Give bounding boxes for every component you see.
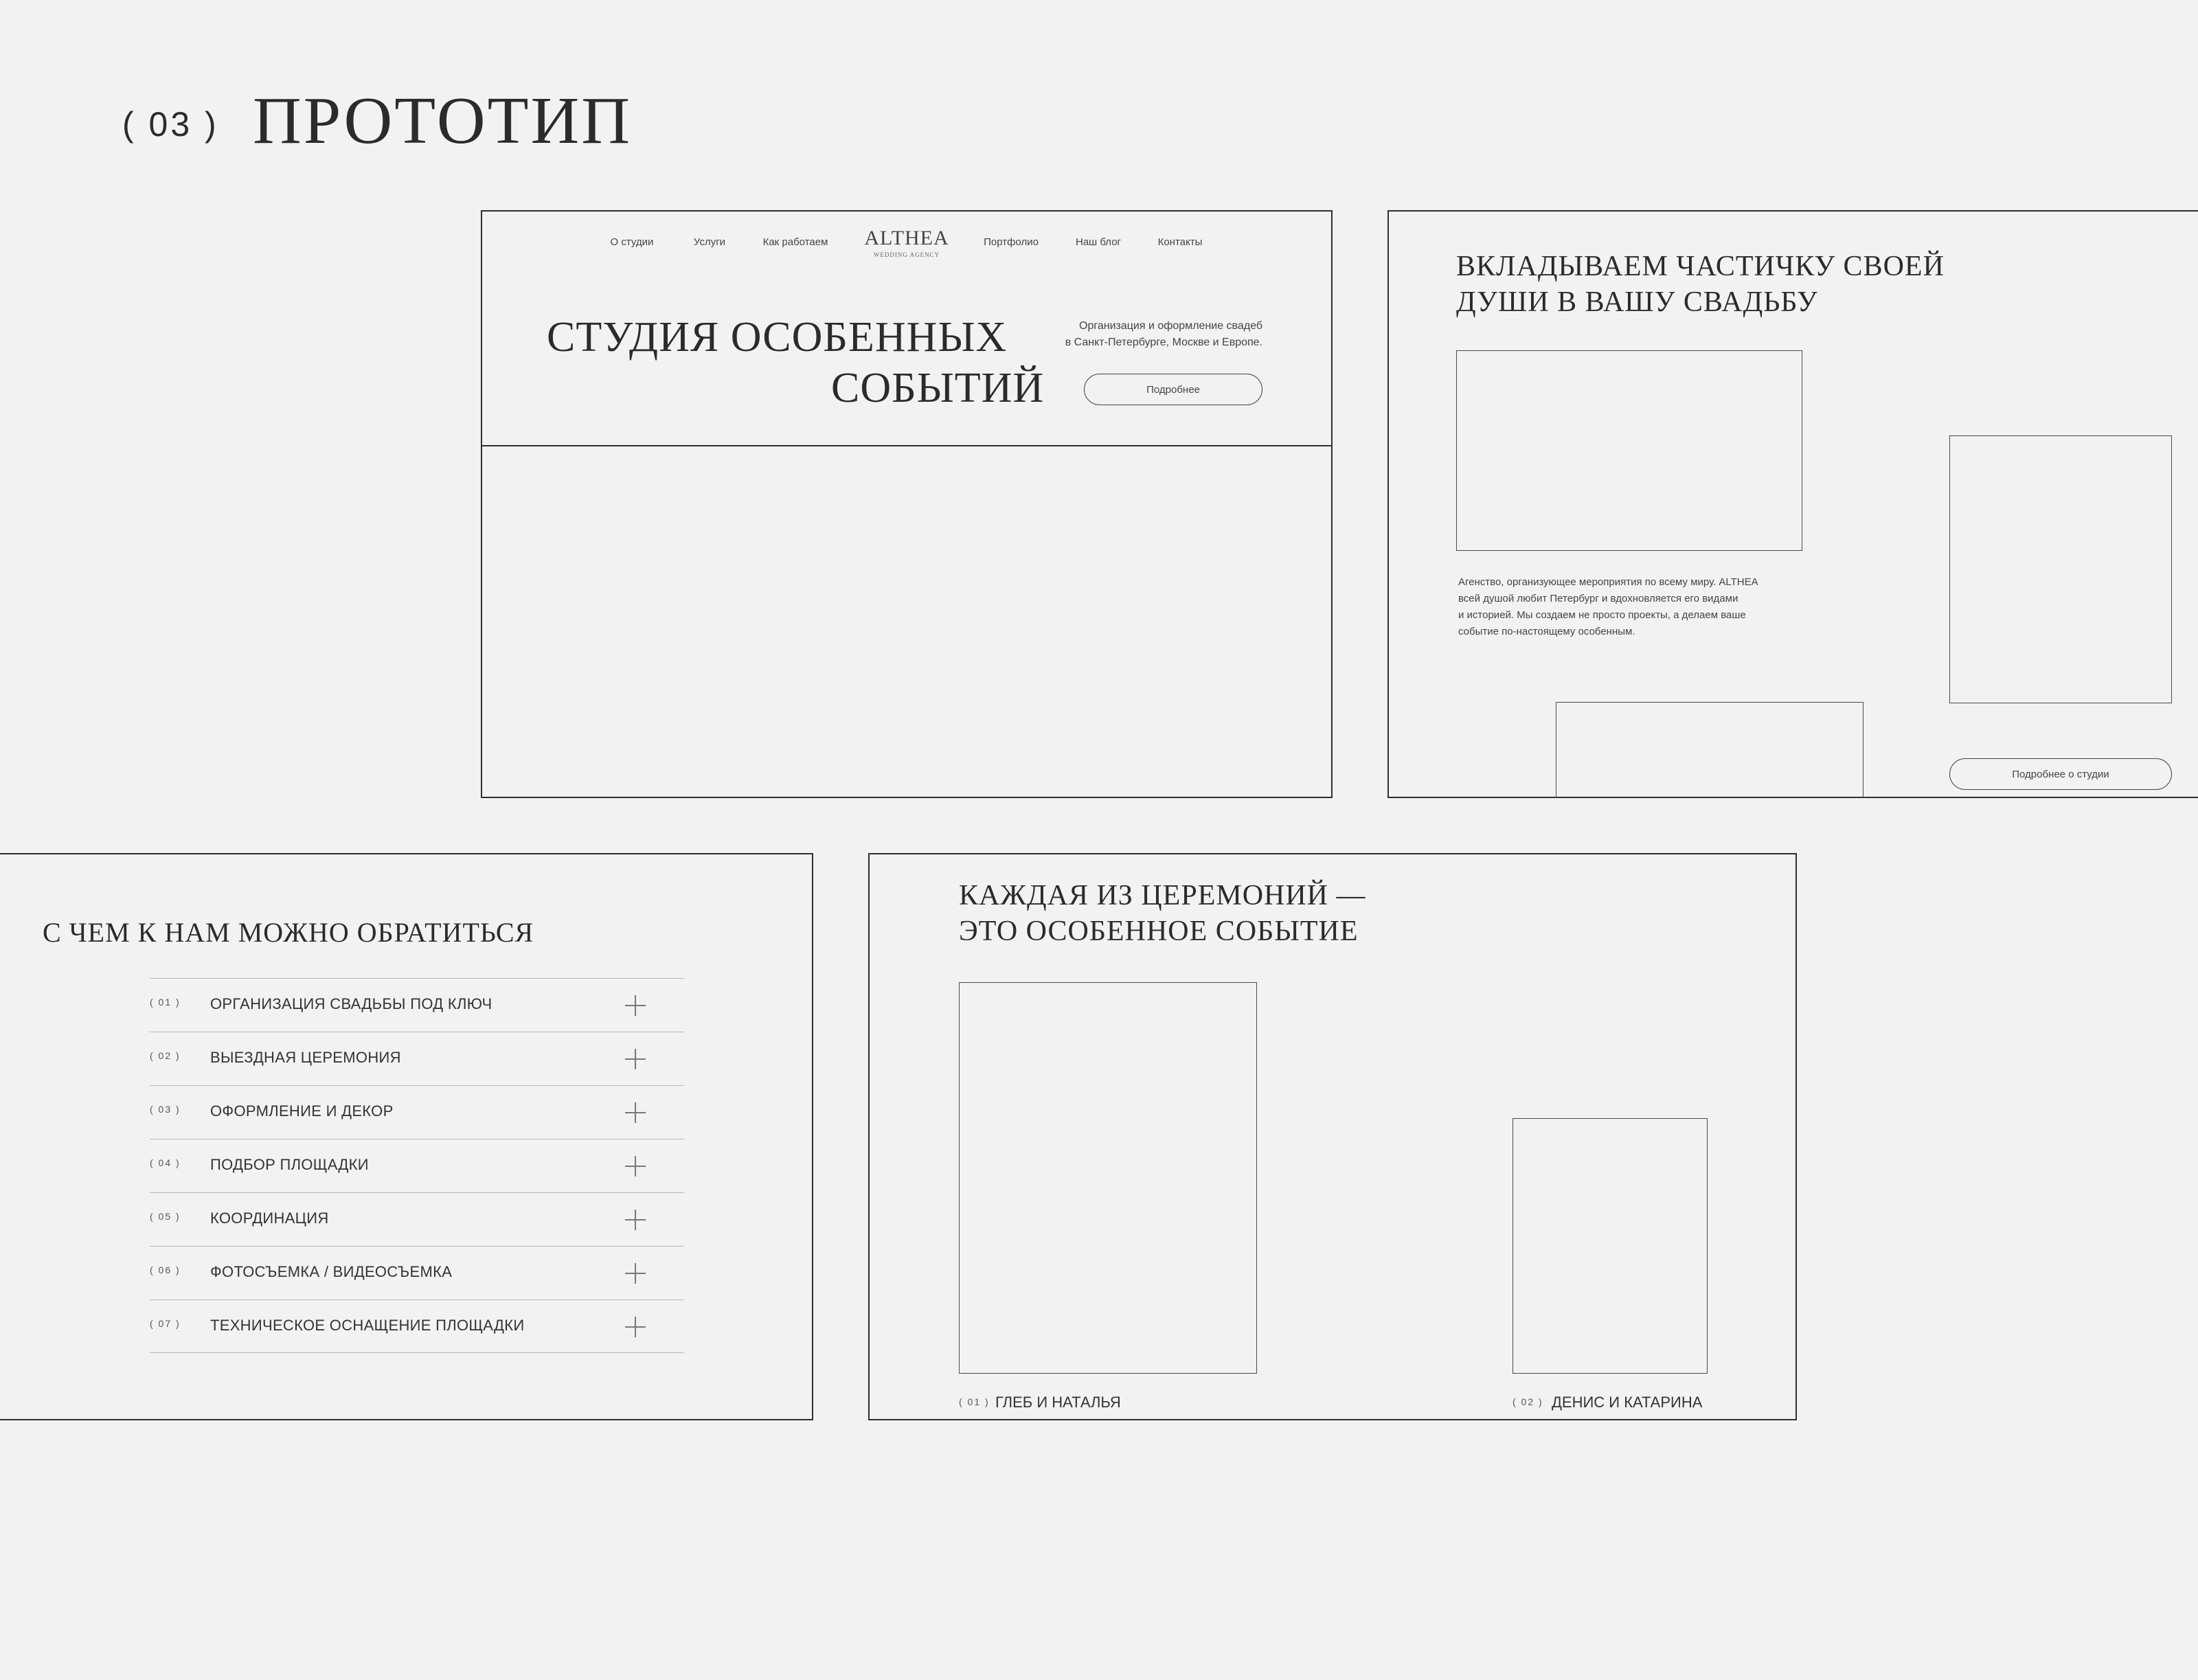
service-number: ( 03 ) [150,1104,181,1115]
plus-icon[interactable] [625,995,646,1016]
hero-subtitle-line-1: Организация и оформление свадеб [1079,320,1262,332]
service-label: ВЫЕЗДНАЯ ЦЕРЕМОНИЯ [210,1049,401,1066]
plus-icon[interactable] [625,1210,646,1230]
nav-link-portfolio[interactable]: Портфолио [984,236,1039,248]
section-index: ( 03 ) [122,105,219,144]
hero-title-line-1: СТУДИЯ ОСОБЕННЫХ [547,314,1008,361]
about-title-line-1: ВКЛАДЫВАЕМ ЧАСТИЧКУ СВОЕЙ [1456,251,1945,282]
about-title-line-2: ДУШИ В ВАШУ СВАДЬБУ [1456,286,1818,318]
service-row[interactable] [150,1032,684,1085]
plus-icon[interactable] [625,1263,646,1284]
hero-subtitle-line-2: в Санкт-Петербурге, Москве и Европе. [1065,337,1262,348]
service-row[interactable] [150,1299,684,1353]
nav-link-about[interactable]: О студии [610,236,654,248]
plus-icon[interactable] [625,1317,646,1337]
portfolio-title-line-1: КАЖДАЯ ИЗ ЦЕРЕМОНИЙ — [959,880,1366,911]
service-number: ( 04 ) [150,1157,181,1168]
service-number: ( 02 ) [150,1050,181,1061]
case-image-placeholder-1[interactable] [959,982,1257,1374]
about-paragraph-line-1: Агенство, организующее мероприятия по всему миру. ALTHEA [1458,576,1758,588]
portfolio-title-line-2: ЭТО ОСОБЕННОЕ СОБЫТИЕ [959,916,1359,947]
section-title: ПРОТОТИП [253,84,632,158]
case-name-1[interactable]: ГЛЕБ И НАТАЛЬЯ [995,1394,1121,1411]
about-image-placeholder-2 [1949,435,2172,703]
service-number: ( 06 ) [150,1264,181,1275]
about-paragraph-line-2: всей душой любит Петербург и вдохновляется его видами [1458,593,1738,604]
service-number: ( 07 ) [150,1318,181,1329]
about-image-placeholder-3 [1556,702,1863,798]
logo-subtitle: WEDDING AGENCY [873,251,940,258]
service-label: ФОТОСЪЕМКА / ВИДЕОСЪЕМКА [210,1263,453,1280]
hero-divider [481,445,1333,446]
service-label: КООРДИНАЦИЯ [210,1210,329,1227]
about-paragraph-line-3: и историей. Мы создаем не просто проекты, а делаем ваше [1458,609,1746,621]
case-image-placeholder-2[interactable] [1512,1118,1708,1374]
nav-link-services[interactable]: Услуги [693,236,726,248]
nav-link-blog[interactable]: Наш блог [1075,236,1122,248]
about-image-placeholder-1 [1456,350,1802,551]
service-label: ОФОРМЛЕНИЕ И ДЕКОР [210,1102,394,1120]
service-row[interactable] [150,978,684,1032]
about-paragraph-line-4: событие по-настоящему особенным. [1458,626,1635,637]
service-row[interactable] [150,1085,684,1139]
service-row[interactable] [150,1246,684,1299]
services-title: С ЧЕМ К НАМ МОЖНО ОБРАТИТЬСЯ [43,917,534,948]
prototype-frame-hero [481,210,1333,798]
plus-icon[interactable] [625,1156,646,1177]
plus-icon[interactable] [625,1102,646,1123]
case-number-1: ( 01 ) [959,1396,990,1407]
hero-title-line-2: СОБЫТИЙ [831,365,1045,411]
hero-more-button[interactable]: Подробнее [1084,374,1262,405]
service-row[interactable] [150,1192,684,1246]
case-number-2: ( 02 ) [1512,1396,1543,1407]
service-label: ТЕХНИЧЕСКОЕ ОСНАЩЕНИЕ ПЛОЩАДКИ [210,1317,525,1334]
service-row[interactable] [150,1139,684,1192]
case-name-2[interactable]: ДЕНИС И КАТАРИНА [1552,1394,1703,1411]
plus-icon[interactable] [625,1049,646,1069]
nav-link-contacts[interactable]: Контакты [1157,236,1203,248]
service-number: ( 01 ) [150,997,181,1008]
service-number: ( 05 ) [150,1211,181,1222]
service-label: ПОДБОР ПЛОЩАДКИ [210,1156,369,1173]
nav-link-how-we-work[interactable]: Как работаем [762,236,828,248]
service-label: ОРГАНИЗАЦИЯ СВАДЬБЫ ПОД КЛЮЧ [210,995,492,1012]
logo-name[interactable]: ALTHEA [864,227,949,249]
about-more-button[interactable]: Подробнее о студии [1949,758,2172,790]
